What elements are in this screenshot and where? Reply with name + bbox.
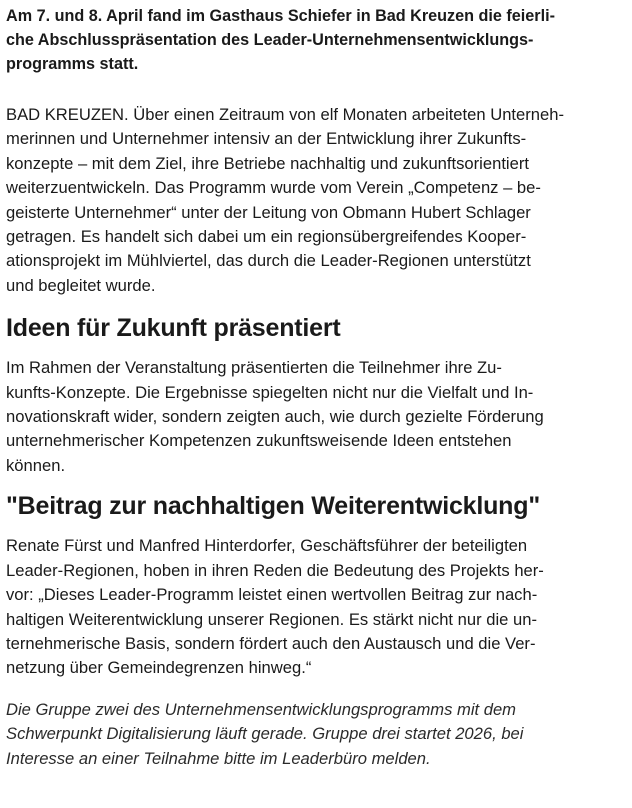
- paragraph-line: weiterzuentwickeln. Das Programm wurde vom Verein „Competenz – be-: [6, 178, 541, 198]
- section-quote-paragraph: [6, 534, 628, 680]
- paragraph-line: und begleitet wurde.: [6, 275, 156, 295]
- paragraph-line: ternehmerische Basis, sondern fördert auch den Austausch und die Ver-: [6, 633, 536, 653]
- paragraph-line: BAD KREUZEN. Über einen Zeitraum von elf Monaten arbeiteten Unterneh-: [6, 105, 564, 124]
- article-lead: [6, 4, 628, 76]
- note-line: Schwerpunkt Digitalisierung läuft gerade. Gruppe drei startet 2026, bei: [6, 724, 524, 744]
- paragraph-line: merinnen und Unternehmer intensiv an der Entwicklung ihrer Zukunfts-: [6, 129, 527, 149]
- paragraph-line: novationskraft wider, sondern zeigten auch, wie durch gezielte Förderung: [6, 407, 544, 427]
- note-line: Interesse an einer Teilnahme bitte im Leaderbüro melden.: [6, 748, 431, 768]
- lead-line: che Abschlusspräsentation des Leader-Unternehmensentwicklungs-: [6, 31, 534, 49]
- paragraph-line: können.: [6, 455, 66, 475]
- intro-paragraph: [6, 103, 628, 298]
- paragraph-line: kunfts-Konzepte. Die Ergebnisse spiegelten nicht nur die Vielfalt und In-: [6, 382, 534, 402]
- paragraph-line: Leader-Regionen, hoben in ihren Reden die Bedeutung des Projekts her-: [6, 560, 544, 580]
- lead-line: programms statt.: [6, 55, 139, 73]
- paragraph-line: getragen. Es handelt sich dabei um ein regionsübergreifendes Kooper-: [6, 227, 527, 247]
- closing-note: [6, 698, 628, 771]
- paragraph-line: haltigen Weiterentwicklung unserer Regionen. Es stärkt nicht nur die un-: [6, 609, 537, 629]
- paragraph-line: konzepte – mit dem Ziel, ihre Betriebe nachhaltig und zukunftsorientiert: [6, 153, 529, 173]
- paragraph-line: ationsprojekt im Mühlviertel, das durch die Leader-Regionen unterstützt: [6, 251, 531, 271]
- section-heading-quote: "Beitrag zur nachhaltigen Weiterentwicklung": [6, 492, 540, 521]
- paragraph-line: unternehmerischer Kompetenzen zukunftsweisende Ideen entstehen: [6, 431, 512, 451]
- note-line: Die Gruppe zwei des Unternehmensentwicklungsprogramms mit dem: [6, 699, 517, 719]
- section-heading-ideas: Ideen für Zukunft präsentiert: [6, 314, 341, 343]
- section-ideas-paragraph: [6, 356, 628, 478]
- paragraph-line: vor: „Dieses Leader-Programm leistet einen wertvollen Beitrag zur nach-: [6, 585, 538, 605]
- paragraph-line: Im Rahmen der Veranstaltung präsentierten die Teilnehmer ihre Zu-: [6, 358, 502, 378]
- lead-line: Am 7. und 8. April fand im Gasthaus Schiefer in Bad Kreuzen die feierli-: [6, 7, 555, 25]
- paragraph-line: Renate Fürst und Manfred Hinterdorfer, Geschäftsführer der beteiligten: [6, 536, 528, 556]
- paragraph-line: netzung über Gemeindegrenzen hinweg.“: [6, 658, 312, 678]
- paragraph-line: geisterte Unternehmer“ unter der Leitung von Obmann Hubert Schlager: [6, 202, 531, 222]
